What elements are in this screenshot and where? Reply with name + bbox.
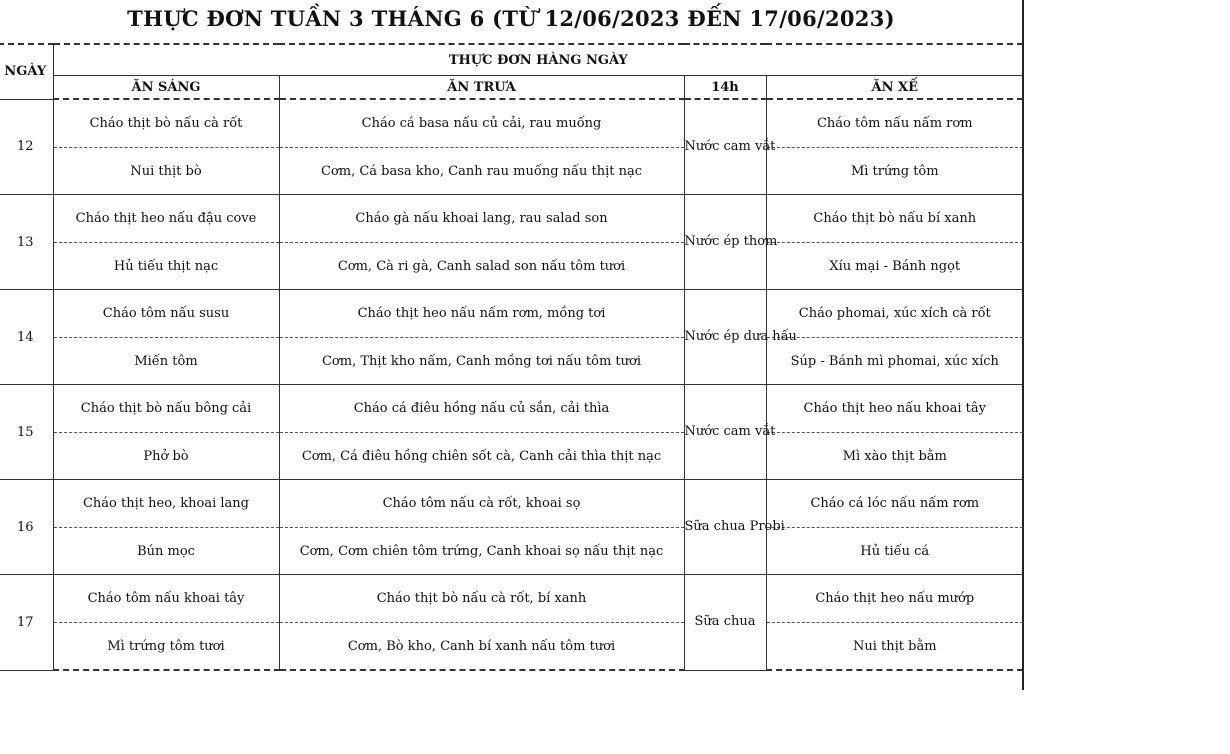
lunch-cell: Cơm, Cá điêu hồng chiên sốt cà, Canh cải thìa thịt nạc (279, 433, 684, 480)
breakfast-cell: Cháo tôm nấu khoai tây (53, 575, 279, 623)
lunch-cell: Cơm, Thịt kho nấm, Canh mồng tơi nấu tôm tươi (279, 338, 684, 385)
drink-14h-cell: Nước cam vắt (684, 99, 766, 195)
header-group: THỰC ĐƠN HÀNG NGÀY (53, 44, 1023, 76)
drink-14h-cell: Sữa chua Probi (684, 480, 766, 575)
breakfast-cell: Mì trứng tôm tươi (53, 623, 279, 671)
breakfast-cell: Phở bò (53, 433, 279, 480)
day-cell: 17 (0, 575, 53, 671)
breakfast-cell: Cháo thịt heo nấu đậu cove (53, 195, 279, 243)
drink-14h-cell: Nước ép dưa hấu (684, 290, 766, 385)
header-an-sang: ĂN SÁNG (53, 76, 279, 100)
snack-cell: Cháo thịt heo nấu mướp (766, 575, 1023, 623)
snack-cell: Mì xào thịt bằm (766, 433, 1023, 480)
lunch-cell: Cơm, Cá basa kho, Canh rau muống nấu thịt nạc (279, 148, 684, 195)
breakfast-cell: Cháo thịt bò nấu bông cải (53, 385, 279, 433)
header-ngay: NGÀY (0, 44, 53, 99)
menu-row (0, 575, 1023, 623)
lunch-cell: Cháo cá basa nấu củ cải, rau muống (279, 99, 684, 148)
menu-row (0, 385, 1023, 433)
header-row-top (0, 44, 1023, 76)
header-row-columns (0, 76, 1023, 100)
menu-row (0, 480, 1023, 528)
menu-row (0, 623, 1023, 671)
menu-row (0, 195, 1023, 243)
drink-14h-cell: Sữa chua (684, 575, 766, 671)
menu-row (0, 433, 1023, 480)
snack-cell: Hủ tiếu cá (766, 528, 1023, 575)
lunch-cell: Cháo cá điêu hồng nấu củ sắn, cải thìa (279, 385, 684, 433)
menu-row (0, 99, 1023, 148)
snack-cell: Súp - Bánh mì phomai, xúc xích (766, 338, 1023, 385)
snack-cell: Nui thịt bằm (766, 623, 1023, 671)
menu-table (0, 43, 1023, 671)
lunch-cell: Cháo tôm nấu cà rốt, khoai sọ (279, 480, 684, 528)
lunch-cell: Cháo gà nấu khoai lang, rau salad son (279, 195, 684, 243)
day-cell: 13 (0, 195, 53, 290)
header-an-trua: ĂN TRƯA (279, 76, 684, 100)
menu-row (0, 290, 1023, 338)
breakfast-cell: Cháo tôm nấu susu (53, 290, 279, 338)
day-cell: 12 (0, 99, 53, 195)
lunch-cell: Cơm, Cơm chiên tôm trứng, Canh khoai sọ nấu thịt nạc (279, 528, 684, 575)
breakfast-cell: Cháo thịt bò nấu cà rốt (53, 99, 279, 148)
day-cell: 16 (0, 480, 53, 575)
menu-row (0, 148, 1023, 195)
snack-cell: Cháo phomai, xúc xích cà rốt (766, 290, 1023, 338)
breakfast-cell: Bún mọc (53, 528, 279, 575)
lunch-cell: Cơm, Bò kho, Canh bí xanh nấu tôm tươi (279, 623, 684, 671)
breakfast-cell: Hủ tiếu thịt nạc (53, 243, 279, 290)
snack-cell: Cháo tôm nấu nấm rơm (766, 99, 1023, 148)
menu-row (0, 528, 1023, 575)
snack-cell: Cháo thịt bò nấu bí xanh (766, 195, 1023, 243)
lunch-cell: Cơm, Cà ri gà, Canh salad son nấu tôm tươi (279, 243, 684, 290)
lunch-cell: Cháo thịt bò nấu cà rốt, bí xanh (279, 575, 684, 623)
drink-14h-cell: Nước cam vắt (684, 385, 766, 480)
menu-row (0, 338, 1023, 385)
snack-cell: Cháo cá lóc nấu nấm rơm (766, 480, 1023, 528)
snack-cell: Mì trứng tôm (766, 148, 1023, 195)
breakfast-cell: Nui thịt bò (53, 148, 279, 195)
day-cell: 15 (0, 385, 53, 480)
menu-body (0, 99, 1023, 670)
header-an-xe: ĂN XẾ (766, 76, 1023, 100)
breakfast-cell: Miến tôm (53, 338, 279, 385)
page-title: THỰC ĐƠN TUẦN 3 THÁNG 6 (TỪ 12/06/2023 ĐẾN 17/06/2023) (127, 6, 895, 31)
snack-cell: Xíu mại - Bánh ngọt (766, 243, 1023, 290)
menu-row (0, 243, 1023, 290)
day-cell: 14 (0, 290, 53, 385)
lunch-cell: Cháo thịt heo nấu nấm rơm, mồng tơi (279, 290, 684, 338)
breakfast-cell: Cháo thịt heo, khoai lang (53, 480, 279, 528)
snack-cell: Cháo thịt heo nấu khoai tây (766, 385, 1023, 433)
header-14h: 14h (684, 76, 766, 100)
drink-14h-cell: Nước ép thơm (684, 195, 766, 290)
